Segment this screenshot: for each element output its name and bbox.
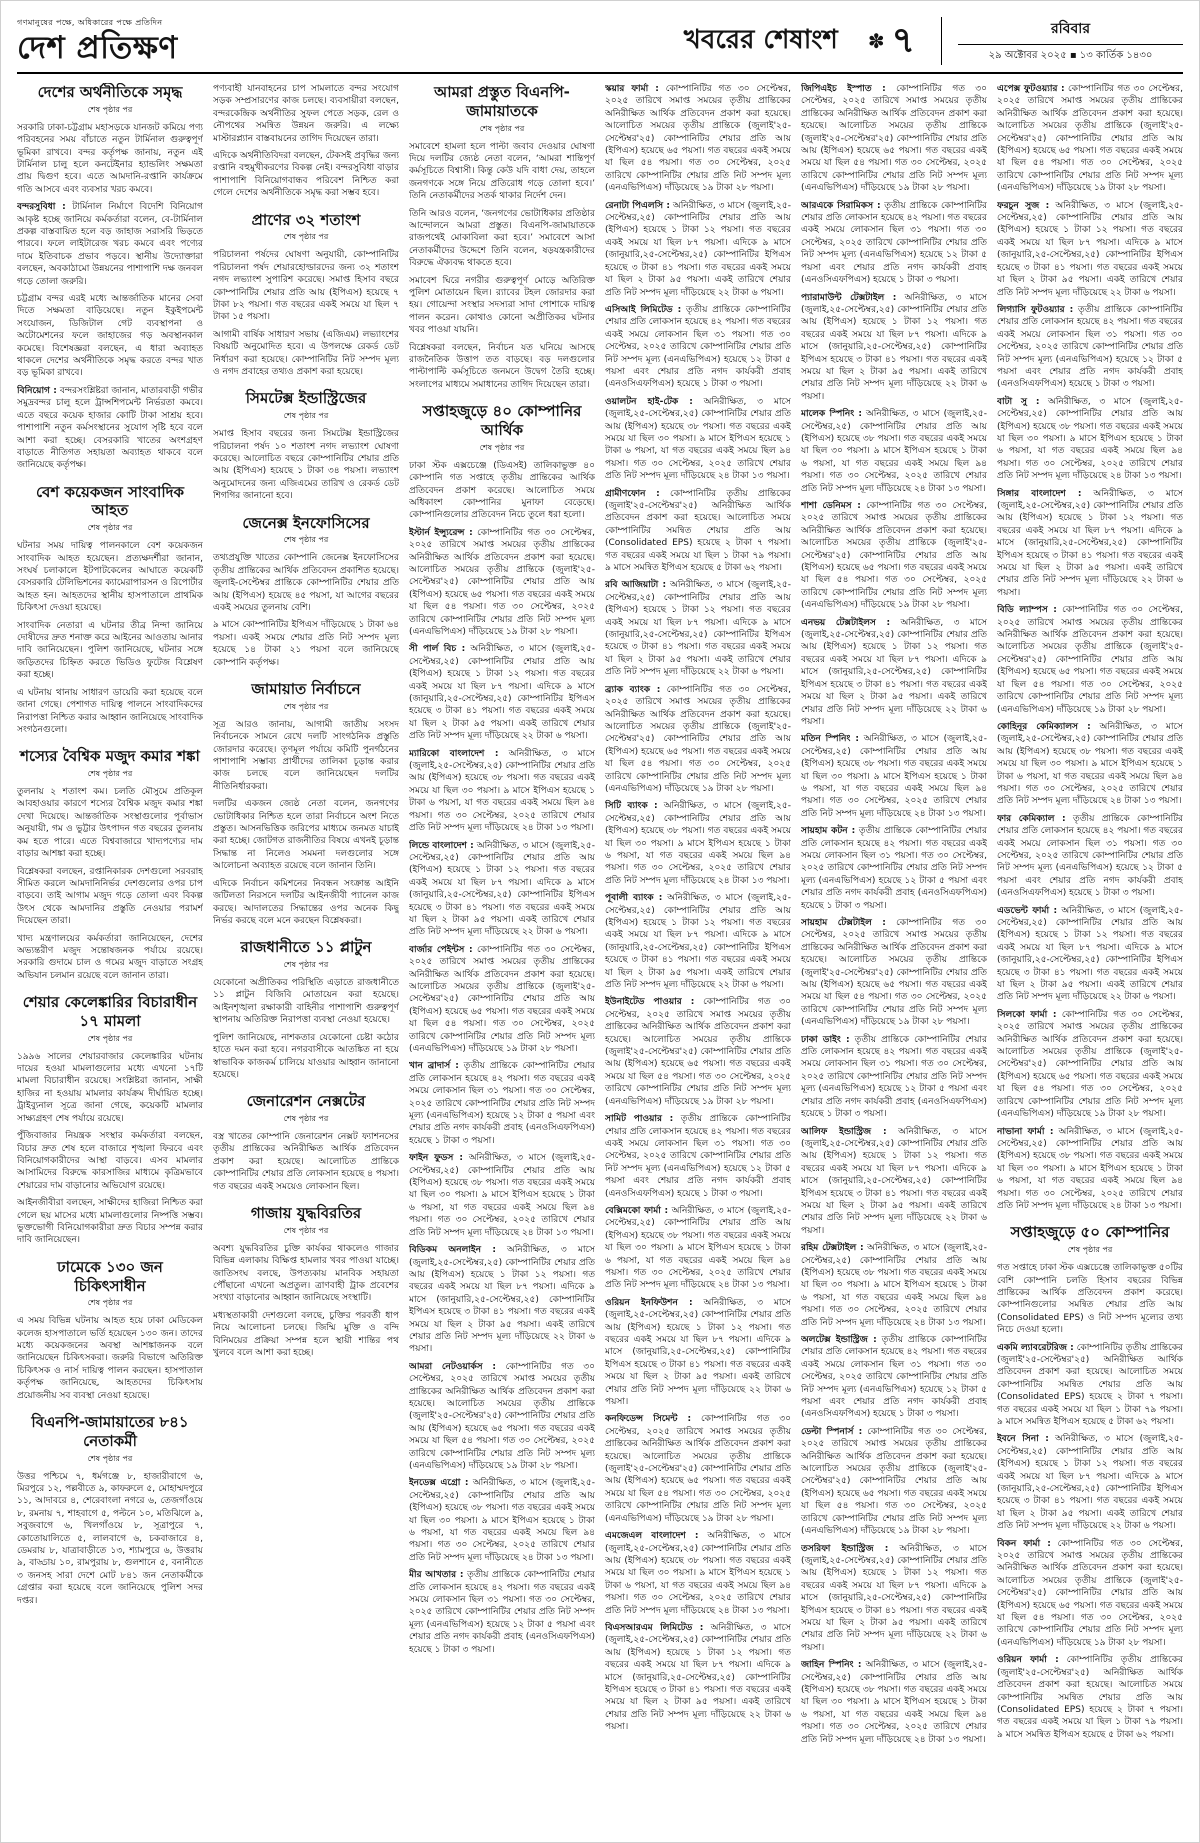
continuation-note: শেষ পৃষ্ঠার পর (87, 769, 133, 779)
financial-entry: লিন্ডে বাংলাদেশ : অনিরীক্ষিত, ৩ মাসে (জুলাই,২৫-সেপ্টেম্বর,২৫) কোম্পানিটির শেয়ার প্রতি আয় (ইপিএস) হয়েছে ১ টাকা ১২ পয়সা। গত বছরের একই সময়ে যা ছিল ৮৭ পয়সা। এদিকে ৯ মাসে (জানুয়ারি,২৫-সেপ্টেম্বর,২৫) কোম্পানিটির ইপিএস হয়েছে ৩ টাকা ৪১ পয়সা। গত বছরের একই সময়ে যা ছিল ২ টাকা ৯৫ পয়সা। একই তারিখে শেয়ার প্রতি নিট সম্পদ মূল্য দাঁড়িয়েছে ২২ টাকা ৬ পয়সা। (409, 840, 595, 938)
masthead-logo: দেশ প্রতিক্ষণ (17, 30, 178, 67)
entry-lead: আমরা নেটওয়ার্কস : (409, 1361, 497, 1372)
entry-lead: সিঙ্গার বাংলাদেশ : (997, 488, 1082, 499)
financial-entry: সিটি ব্যাংক : অনিরীক্ষিত, ৩ মাসে (জুলাই,২৫-সেপ্টেম্বর,২৫) কোম্পানিটির শেয়ার প্রতি আয় (ইপিএস) হয়েছে ৩৮ পয়সা। গত বছরের একই সময়ে যা ছিল ৩০ পয়সা। ৯ মাসে ইপিএস হয়েছে ১ টাকা ৬ পয়সা, যা গত বছরের একই সময়ে ছিল ৯৪ পয়সা। গত ৩০ সেপ্টেম্বর, ২০২৫ তারিখে শেয়ার প্রতি নিট সম্পদ মূল্য দাঁড়িয়েছে ২৪ টাকা ১৩ পয়সা। (605, 801, 791, 886)
entry-lead: এমজেএল বাংলাদেশ : (605, 1531, 699, 1542)
entry-lead: সিটি ব্যাংক : (605, 801, 658, 812)
entry-lead: জাহিন স্পিনিং : (801, 1660, 862, 1671)
financial-entry: ঢাকা ডাইং : তৃতীয় প্রান্তিকে কোম্পানিটির শেয়ার প্রতি লোকসান হয়েছে ৪২ পয়সা। গত বছরের একই সময়ে লোকসান ছিল ৩১ পয়সা। গত ৩০ সেপ্টেম্বর, ২০২৫ তারিখে কোম্পানিটির শেয়ার প্রতি নিট সম্পদ মূল্য (এনএভিপিএস) হয়েছে ১২ টাকা ৫ পয়সা এবং শেয়ার প্রতি নগদ কার্যকরী প্রবাহ (এনওসিএফপিএস) হয়েছে ১ টাকা ৩ পয়সা। (801, 1034, 987, 1120)
masthead-tagline: গণমানুষের পক্ষে, অধিকারের পক্ষে প্রতিদিন (17, 18, 163, 28)
article-headline: বেশ কয়েকজন সাংবাদিক আহত (35, 482, 185, 520)
financial-entry: স্কয়ার ফার্মা : কোম্পানিটির গত ৩০ সেপ্টেম্বর, ২০২৫ তারিখে সমাপ্ত সময়ের তৃতীয় প্রান্তিকের অনিরীক্ষিত আর্থিক প্রতিবেদন প্রকাশ করা হয়েছে। আলোচিত সময়ের তৃতীয় প্রান্তিকে (জুলাই'২৫-সেপ্টেম্বর'২৫) কোম্পানিটির শেয়ার প্রতি আয় (ইপিএস) হয়েছে ৬৫ পয়সা। গত বছরের একই সময়ে যা ছিল ৫৪ পয়সা। গত ৩০ সেপ্টেম্বর, ২০২৫ তারিখে কোম্পানিটির শেয়ার প্রতি নিট সম্পদ মূল্য (এনএভিপিএস) দাঁড়িয়েছে ১৯ টাকা ২৮ পয়সা। (605, 84, 791, 194)
entry-lead: এসিআই লিমিটেড : (605, 304, 682, 315)
article-headline: সিমটেক্স ইন্ডাস্ট্রিজের (245, 389, 367, 408)
entry-lead: কোহিনূর কেমিক্যালস : (997, 721, 1091, 732)
column-2 (213, 83, 399, 1818)
financial-entry: কোহিনূর কেমিক্যালস : অনিরীক্ষিত, ৩ মাসে (জুলাই,২৫-সেপ্টেম্বর,২৫) কোম্পানিটির শেয়ার প্রতি আয় (ইপিএস) হয়েছে ৩৮ পয়সা। গত বছরের একই সময়ে যা ছিল ৩০ পয়সা। ৯ মাসে ইপিএস হয়েছে ১ টাকা ৬ পয়সা, যা গত বছরের একই সময়ে ছিল ৯৪ পয়সা। গত ৩০ সেপ্টেম্বর, ২০২৫ তারিখে শেয়ার প্রতি নিট সম্পদ মূল্য দাঁড়িয়েছে ২৪ টাকা ১৩ পয়সা। (997, 721, 1183, 807)
financial-entry: নাভানা ফার্মা : অনিরীক্ষিত, ৩ মাসে (জুলাই,২৫-সেপ্টেম্বর,২৫) কোম্পানিটির শেয়ার প্রতি আয় (ইপিএস) হয়েছে ৩৮ পয়সা। গত বছরের একই সময়ে যা ছিল ৩০ পয়সা। ৯ মাসে ইপিএস হয়েছে ১ টাকা ৬ পয়সা, যা গত বছরের একই সময়ে ছিল ৯৪ পয়সা। গত ৩০ সেপ্টেম্বর, ২০২৫ তারিখে শেয়ার প্রতি নিট সম্পদ মূল্য দাঁড়িয়েছে ২৪ টাকা ১৩ পয়সা। (997, 1126, 1183, 1211)
entry-lead: বার্জার পেইন্টস : (409, 944, 473, 955)
entry-lead: সায়হাম কটন : (801, 826, 856, 837)
article-paragraph: পুলিশ জানিয়েছে, নাশকতার যেকোনো চেষ্টা কঠোর হাতে দমন করা হবে। নগরবাসীকে আতঙ্কিত না হয়ে স্বাভাবিক কাজকর্ম চালিয়ে যাওয়ার আহ্বান জানানো হয়েছে। (213, 1032, 399, 1080)
financial-entry: প্যারামাউন্ট টেক্সটাইল : অনিরীক্ষিত, ৩ মাসে (জুলাই,২৫-সেপ্টেম্বর,২৫) কোম্পানিটির শেয়ার প্রতি আয় (ইপিএস) হয়েছে ১ টাকা ১২ পয়সা। গত বছরের একই সময়ে যা ছিল ৮৭ পয়সা। এদিকে ৯ মাসে (জানুয়ারি,২৫-সেপ্টেম্বর,২৫) কোম্পানিটির ইপিএস হয়েছে ৩ টাকা ৪১ পয়সা। গত বছরের একই সময়ে যা ছিল ২ টাকা ৯৫ পয়সা। একই তারিখে শেয়ার প্রতি নিট সম্পদ মূল্য দাঁড়িয়েছে ২২ টাকা ৬ পয়সা। (801, 292, 987, 402)
entry-lead: রবি আজিয়াটা : (605, 580, 667, 591)
financial-entry: রবি আজিয়াটা : অনিরীক্ষিত, ৩ মাসে (জুলাই,২৫-সেপ্টেম্বর,২৫) কোম্পানিটির শেয়ার প্রতি আয় (ইপিএস) হয়েছে ১ টাকা ১২ পয়সা। গত বছরের একই সময়ে যা ছিল ৮৭ পয়সা। এদিকে ৯ মাসে (জানুয়ারি,২৫-সেপ্টেম্বর,২৫) কোম্পানিটির ইপিএস হয়েছে ৩ টাকা ৪১ পয়সা। গত বছরের একই সময়ে যা ছিল ২ টাকা ৯৫ পয়সা। একই তারিখে শেয়ার প্রতি নিট সম্পদ মূল্য দাঁড়িয়েছে ২২ টাকা ৬ পয়সা। (605, 580, 791, 678)
article-paragraph: বস্ত্র খাতের কোম্পানি জেনারেশন নেক্সট ফ্যাশনসের তৃতীয় প্রান্তিকের অনিরীক্ষিত আর্থিক প্রতিবেদন প্রকাশ করা হয়েছে। আলোচিত প্রান্তিকে কোম্পানিটির শেয়ার প্রতি লোকসান হয়েছে ৪ পয়সা। গত বছরের একই সময়েও লোকসান ছিল। (213, 1132, 399, 1192)
entry-lead: এনভয় টেক্সটাইলস : (801, 617, 891, 628)
article-headline: বিএনপি-জামায়াতের ৮৪১ নেতাকর্মী (31, 1413, 189, 1450)
financial-entry: বার্জার পেইন্টস : কোম্পানিটির গত ৩০ সেপ্টেম্বর, ২০২৫ তারিখে সমাপ্ত সময়ের তৃতীয় প্রান্তিকের অনিরীক্ষিত আর্থিক প্রতিবেদন প্রকাশ করা হয়েছে। আলোচিত সময়ের তৃতীয় প্রান্তিকে (জুলাই'২৫-সেপ্টেম্বর'২৫) কোম্পানিটির শেয়ার প্রতি আয় (ইপিএস) হয়েছে ৬৫ পয়সা। গত বছরের একই সময়ে যা ছিল ৫৪ পয়সা। গত ৩০ সেপ্টেম্বর, ২০২৫ তারিখে কোম্পানিটির শেয়ার প্রতি নিট সম্পদ মূল্য (এনএভিপিএস) দাঁড়িয়েছে ১৯ টাকা ২৮ পয়সা। (409, 944, 595, 1054)
financial-entry: বিএসআরএম লিমিটেড : অনিরীক্ষিত, ৩ মাসে (জুলাই,২৫-সেপ্টেম্বর,২৫) কোম্পানিটির শেয়ার প্রতি আয় (ইপিএস) হয়েছে ১ টাকা ১২ পয়সা। গত বছরের একই সময়ে যা ছিল ৮৭ পয়সা। এদিকে ৯ মাসে (জানুয়ারি,২৫-সেপ্টেম্বর,২৫) কোম্পানিটির ইপিএস হয়েছে ৩ টাকা ৪১ পয়সা। গত বছরের একই সময়ে যা ছিল ২ টাকা ৯৫ পয়সা। একই তারিখে শেয়ার প্রতি নিট সম্পদ মূল্য দাঁড়িয়েছে ২২ টাকা ৬ পয়সা। (605, 1622, 791, 1733)
financial-entry: জিপিএইচ ইস্পাত : কোম্পানিটির গত ৩০ সেপ্টেম্বর, ২০২৫ তারিখে সমাপ্ত সময়ের তৃতীয় প্রান্তিকের অনিরীক্ষিত আর্থিক প্রতিবেদন প্রকাশ করা হয়েছে। আলোচিত সময়ের তৃতীয় প্রান্তিকে (জুলাই'২৫-সেপ্টেম্বর'২৫) কোম্পানিটির শেয়ার প্রতি আয় (ইপিএস) হয়েছে ৬৫ পয়সা। গত বছরের একই সময়ে যা ছিল ৫৪ পয়সা। গত ৩০ সেপ্টেম্বর, ২০২৫ তারিখে কোম্পানিটির শেয়ার প্রতি নিট সম্পদ মূল্য (এনএভিপিএস) দাঁড়িয়েছে ১৯ টাকা ২৮ পয়সা। (801, 84, 987, 194)
column-6 (997, 83, 1183, 1818)
entry-lead: ফরচুন সুজ : (997, 200, 1050, 211)
article-paragraph: যেকোনো অপ্রীতিকর পরিস্থিতি এড়াতে রাজধানীতে ১১ প্লাটুন বিজিবি মোতায়েন করা হয়েছে। আইনশৃঙ্খলা রক্ষাকারী বাহিনীর পাশাপাশি গুরুত্বপূর্ণ স্থাপনায় অতিরিক্ত নিরাপত্তা ব্যবস্থা নেওয়া হয়েছে। (213, 978, 399, 1026)
financial-entry: শাশা ডেনিমস : কোম্পানিটির গত ৩০ সেপ্টেম্বর, ২০২৫ তারিখে সমাপ্ত সময়ের তৃতীয় প্রান্তিকের অনিরীক্ষিত আর্থিক প্রতিবেদন প্রকাশ করা হয়েছে। আলোচিত সময়ের তৃতীয় প্রান্তিকে (জুলাই'২৫-সেপ্টেম্বর'২৫) কোম্পানিটির শেয়ার প্রতি আয় (ইপিএস) হয়েছে ৬৫ পয়সা। গত বছরের একই সময়ে যা ছিল ৫৪ পয়সা। গত ৩০ সেপ্টেম্বর, ২০২৫ তারিখে কোম্পানিটির শেয়ার প্রতি নিট সম্পদ মূল্য (এনএভিপিএস) দাঁড়িয়েছে ১৯ টাকা ২৮ পয়সা। (801, 501, 987, 611)
article-paragraph: সাংবাদিক নেতারা এ ঘটনার তীব্র নিন্দা জানিয়ে দোষীদের দ্রুত শনাক্ত করে আইনের আওতায় আনার দাবি জানিয়েছেন। পুলিশ জানিয়েছে, ঘটনার সঙ্গে জড়িতদের চিহ্নিত করতে ভিডিও ফুটেজ বিশ্লেষণ করা হচ্ছে। (17, 620, 203, 681)
column-4 (605, 83, 791, 1818)
financial-entry: এসিআই লিমিটেড : তৃতীয় প্রান্তিকে কোম্পানিটির শেয়ার প্রতি লোকসান হয়েছে ৪২ পয়সা। গত বছরের একই সময়ে লোকসান ছিল ৩১ পয়সা। গত ৩০ সেপ্টেম্বর, ২০২৫ তারিখে কোম্পানিটির শেয়ার প্রতি নিট সম্পদ মূল্য (এনএভিপিএস) হয়েছে ১২ টাকা ৫ পয়সা এবং শেয়ার প্রতি নগদ কার্যকরী প্রবাহ (এনওসিএফপিএস) হয়েছে ১ টাকা ৩ পয়সা। (605, 304, 791, 390)
entry-lead: ইবনে সিনা : (997, 1434, 1049, 1445)
financial-entry: গ্রামীণফোন : কোম্পানিটির তৃতীয় প্রান্তিকের (জুলাই'২৫-সেপ্টেম্বর'২৫) অনিরীক্ষিত আর্থিক প্রতিবেদন প্রকাশ করা হয়েছে। আলোচিত সময়ে কোম্পানিটির সমন্বিত শেয়ার প্রতি আয় (Consolidated EPS) হয়েছে ২ টাকা ৭ পয়সা। গত বছরের একই সময়ে যা ছিল ১ টাকা ৭৯ পয়সা। ৯ মাসে সমন্বিত ইপিএস হয়েছে ৫ টাকা ৬২ পয়সা। (605, 488, 791, 574)
entry-lead: আরএকে সিরামিকস : (801, 200, 881, 211)
continuation-note: শেষ পৃষ্ঠার পর (283, 960, 329, 970)
financial-entry: আলিফ ইন্ডাস্ট্রিজ : অনিরীক্ষিত, ৩ মাসে (জুলাই,২৫-সেপ্টেম্বর,২৫) কোম্পানিটির শেয়ার প্রতি আয় (ইপিএস) হয়েছে ১ টাকা ১২ পয়সা। গত বছরের একই সময়ে যা ছিল ৮৭ পয়সা। এদিকে ৯ মাসে (জানুয়ারি,২৫-সেপ্টেম্বর,২৫) কোম্পানিটির ইপিএস হয়েছে ৩ টাকা ৪১ পয়সা। গত বছরের একই সময়ে যা ছিল ২ টাকা ৯৫ পয়সা। একই তারিখে শেয়ার প্রতি নিট সম্পদ মূল্য দাঁড়িয়েছে ২২ টাকা ৬ পয়সা। (801, 1126, 987, 1236)
entry-lead: ইউনাইটেড পাওয়ার : (605, 997, 695, 1008)
continuation-note: শেষ পৃষ্ঠার পর (87, 1298, 133, 1308)
entry-lead: লিগ্যাসি ফুটওয়্যার : (997, 304, 1074, 315)
article-paragraph: এদিকে নির্বাচন কমিশনের নিবন্ধন সংক্রান্ত আইনি জটিলতা নিরসনে দলটির আইনজীবী প্যানেল কাজ করছে। আদালতের সিদ্ধান্তের ওপর অনেক কিছু নির্ভর করছে বলে মনে করছেন বিশ্লেষকরা। (213, 878, 399, 926)
entry-lead: কনফিডেন্স সিমেন্ট : (605, 1414, 692, 1425)
article-headline: শেয়ার কেলেঙ্কারির বিচারাধীন ১৭ মামলা (22, 993, 198, 1030)
entry-lead: ওরিয়ন ফার্মা : (997, 1655, 1059, 1666)
continuation-note: শেষ পৃষ্ঠার পর (283, 535, 329, 545)
entry-lead: শাশা ডেনিমস : (801, 501, 861, 511)
article-paragraph: ঘটনার সময় দায়িত্ব পালনকালে বেশ কয়েকজন সাংবাদিক আহত হয়েছেন। প্রত্যক্ষদর্শীরা জানান, সংঘর্ষ চলাকালে ইটপাটকেলের আঘাতে কয়েকটি বেসরকারি টেলিভিশনের ক্যামেরাপারসন ও রিপোর্টার আহত হন। আহতদের স্থানীয় হাসপাতালে প্রাথমিক চিকিৎসা দেওয়া হয়েছে। (17, 541, 203, 614)
financial-entry: ইস্টার্ন ইন্স্যুরেন্স : কোম্পানিটির গত ৩০ সেপ্টেম্বর, ২০২৫ তারিখে সমাপ্ত সময়ের তৃতীয় প্রান্তিকের অনিরীক্ষিত আর্থিক প্রতিবেদন প্রকাশ করা হয়েছে। আলোচিত সময়ের তৃতীয় প্রান্তিকে (জুলাই'২৫-সেপ্টেম্বর'২৫) কোম্পানিটির শেয়ার প্রতি আয় (ইপিএস) হয়েছে ৬৫ পয়সা। গত বছরের একই সময়ে যা ছিল ৫৪ পয়সা। গত ৩০ সেপ্টেম্বর, ২০২৫ তারিখে কোম্পানিটির শেয়ার প্রতি নিট সম্পদ মূল্য (এনএভিপিএস) দাঁড়িয়েছে ১৯ টাকা ২৮ পয়সা। (409, 527, 595, 637)
entry-lead: সিলকো ফার্মা : (997, 1009, 1057, 1020)
financial-entry: বন্দরসুবিধা : টার্মিনাল নির্মাণে বিদেশি বিনিয়োগ আকৃষ্ট হচ্ছে জানিয়ে কর্মকর্তারা বলেন, বে-টার্মিনাল প্রকল্প বাস্তবায়িত হলে বড় জাহাজ সরাসরি ভিড়তে পারবে। ফলে লাইটারেজ খরচ কমবে এবং পণ্যের দামে ইতিবাচক প্রভাব পড়বে। স্থানীয় উদ্যোক্তারা বলছেন, অবকাঠামো উন্নয়নের পাশাপাশি দক্ষ জনবল গড়ে তোলা জরুরি। (17, 202, 203, 287)
article-paragraph: গত সপ্তাহে ঢাকা স্টক এক্সচেঞ্জে তালিকাভুক্ত ৫০টির বেশি কোম্পানি চলতি হিসাব বছরের বিভিন্ন প্রান্তিকের আর্থিক প্রতিবেদন প্রকাশ করেছে। কোম্পানিগুলোর সমন্বিত শেয়ার প্রতি আয় (Consolidated EPS) ও নিট সম্পদ মূল্যের তথ্য নিচে দেওয়া হলো। (997, 1263, 1183, 1336)
financial-entry: রেনাটা পিএলসি : অনিরীক্ষিত, ৩ মাসে (জুলাই,২৫-সেপ্টেম্বর,২৫) কোম্পানিটির শেয়ার প্রতি আয় (ইপিএস) হয়েছে ১ টাকা ১২ পয়সা। গত বছরের একই সময়ে যা ছিল ৮৭ পয়সা। এদিকে ৯ মাসে (জানুয়ারি,২৫-সেপ্টেম্বর,২৫) কোম্পানিটির ইপিএস হয়েছে ৩ টাকা ৪১ পয়সা। গত বছরের একই সময়ে যা ছিল ২ টাকা ৯৫ পয়সা। একই তারিখে শেয়ার প্রতি নিট সম্পদ মূল্য দাঁড়িয়েছে ২২ টাকা ৬ পয়সা। (605, 200, 791, 298)
article-paragraph: বিশ্লেষকরা বলছেন, রপ্তানিকারক দেশগুলো সরবরাহ সীমিত করলে আমদানিনির্ভর দেশগুলোর ওপর চাপ বাড়বে। তাই আগাম মজুদ গড়ে তোলা এবং বিকল্প উৎস থেকে আমদানির প্রস্তুতি নেওয়ার পরামর্শ দিয়েছেন তারা। (17, 866, 203, 927)
entry-lead: বেক্সিমকো ফার্মা : (605, 1205, 669, 1216)
entry-lead: সামিট পাওয়ার : (605, 1114, 674, 1125)
entry-lead: নাভানা ফার্মা : (997, 1126, 1054, 1137)
financial-entry: ফাইন ফুডস : অনিরীক্ষিত, ৩ মাসে (জুলাই,২৫-সেপ্টেম্বর,২৫) কোম্পানিটির শেয়ার প্রতি আয় (ইপিএস) হয়েছে ৩৮ পয়সা। গত বছরের একই সময়ে যা ছিল ৩০ পয়সা। ৯ মাসে ইপিএস হয়েছে ১ টাকা ৬ পয়সা, যা গত বছরের একই সময়ে ছিল ৯৪ পয়সা। গত ৩০ সেপ্টেম্বর, ২০২৫ তারিখে শেয়ার প্রতি নিট সম্পদ মূল্য দাঁড়িয়েছে ২৪ টাকা ১৩ পয়সা। (409, 1153, 595, 1238)
entry-lead: গ্রামীণফোন : (605, 488, 660, 499)
date-line: ২৯ অক্টোবর ২০২৫ ▪ ১৩ কার্তিক ১৪৩০ (988, 50, 1153, 61)
financial-entry: জাহিন স্পিনিং : অনিরীক্ষিত, ৩ মাসে (জুলাই,২৫-সেপ্টেম্বর,২৫) কোম্পানিটির শেয়ার প্রতি আয় (ইপিএস) হয়েছে ৩৮ পয়সা। গত বছরের একই সময়ে যা ছিল ৩০ পয়সা। ৯ মাসে ইপিএস হয়েছে ১ টাকা ৬ পয়সা, যা গত বছরের একই সময়ে ছিল ৯৪ পয়সা। গত ৩০ সেপ্টেম্বর, ২০২৫ তারিখে শেয়ার প্রতি নিট সম্পদ মূল্য দাঁড়িয়েছে ২৪ টাকা ১৩ পয়সা। (801, 1660, 987, 1745)
entry-lead: অলটেক্স ইন্ডাস্ট্রিজ : (801, 1335, 877, 1345)
article-headline: প্রাণের ৩২ শতাংশ (251, 210, 361, 229)
financial-entry: ওয়ালটন হাই-টেক : অনিরীক্ষিত, ৩ মাসে (জুলাই,২৫-সেপ্টেম্বর,২৫) কোম্পানিটির শেয়ার প্রতি আয় (ইপিএস) হয়েছে ৩৮ পয়সা। গত বছরের একই সময়ে যা ছিল ৩০ পয়সা। ৯ মাসে ইপিএস হয়েছে ১ টাকা ৬ পয়সা, যা গত বছরের একই সময়ে ছিল ৯৪ পয়সা। গত ৩০ সেপ্টেম্বর, ২০২৫ তারিখে শেয়ার প্রতি নিট সম্পদ মূল্য দাঁড়িয়েছে ২৪ টাকা ১৩ পয়সা। (605, 396, 791, 482)
article-headline: গাজায় যুদ্ধবিরতির (250, 1204, 362, 1223)
entry-lead: মীর আখতার : (409, 1570, 464, 1581)
financial-entry: তসরিফা ইন্ডাস্ট্রিজ : অনিরীক্ষিত, ৩ মাসে (জুলাই,২৫-সেপ্টেম্বর,২৫) কোম্পানিটির শেয়ার প্রতি আয় (ইপিএস) হয়েছে ১ টাকা ১২ পয়সা। গত বছরের একই সময়ে যা ছিল ৮৭ পয়সা। এদিকে ৯ মাসে (জানুয়ারি,২৫-সেপ্টেম্বর,২৫) কোম্পানিটির ইপিএস হয়েছে ৩ টাকা ৪১ পয়সা। গত বছরের একই সময়ে যা ছিল ২ টাকা ৯৫ পয়সা। একই তারিখে শেয়ার প্রতি নিট সম্পদ মূল্য দাঁড়িয়েছে ২২ টাকা ৬ পয়সা। (801, 1543, 987, 1653)
financial-entry: সিঙ্গার বাংলাদেশ : অনিরীক্ষিত, ৩ মাসে (জুলাই,২৫-সেপ্টেম্বর,২৫) কোম্পানিটির শেয়ার প্রতি আয় (ইপিএস) হয়েছে ১ টাকা ১২ পয়সা। গত বছরের একই সময়ে যা ছিল ৮৭ পয়সা। এদিকে ৯ মাসে (জানুয়ারি,২৫-সেপ্টেম্বর,২৫) কোম্পানিটির ইপিএস হয়েছে ৩ টাকা ৪১ পয়সা। গত বছরের একই সময়ে যা ছিল ২ টাকা ৯৫ পয়সা। একই তারিখে শেয়ার প্রতি নিট সম্পদ মূল্য দাঁড়িয়েছে ২২ টাকা ৬ পয়সা। (997, 488, 1183, 598)
financial-entry: এনভয় টেক্সটাইলস : অনিরীক্ষিত, ৩ মাসে (জুলাই,২৫-সেপ্টেম্বর,২৫) কোম্পানিটির শেয়ার প্রতি আয় (ইপিএস) হয়েছে ১ টাকা ১২ পয়সা। গত বছরের একই সময়ে যা ছিল ৮৭ পয়সা। এদিকে ৯ মাসে (জানুয়ারি,২৫-সেপ্টেম্বর,২৫) কোম্পানিটির ইপিএস হয়েছে ৩ টাকা ৪১ পয়সা। গত বছরের একই সময়ে যা ছিল ২ টাকা ৯৫ পয়সা। একই তারিখে শেয়ার প্রতি নিট সম্পদ মূল্য দাঁড়িয়েছে ২২ টাকা ৬ পয়সা। (801, 617, 987, 727)
entry-lead: ডেল্টা স্পিনার্স : (801, 1426, 863, 1437)
date-box (941, 17, 1183, 65)
article-paragraph: মধ্যস্থতাকারী দেশগুলো বলছে, চুক্তির পরবর্তী ধাপ নিয়ে আলোচনা চলছে। জিম্মি মুক্তি ও বন্দি বিনিময়ের প্রক্রিয়া সম্পন্ন হলে স্থায়ী শান্তির পথ খুলবে বলে আশা করা হচ্ছে। (213, 1310, 399, 1359)
financial-entry: বেক্সিমকো ফার্মা : অনিরীক্ষিত, ৩ মাসে (জুলাই,২৫-সেপ্টেম্বর,২৫) কোম্পানিটির শেয়ার প্রতি আয় (ইপিএস) হয়েছে ৩৮ পয়সা। গত বছরের একই সময়ে যা ছিল ৩০ পয়সা। ৯ মাসে ইপিএস হয়েছে ১ টাকা ৬ পয়সা, যা গত বছরের একই সময়ে ছিল ৯৪ পয়সা। গত ৩০ সেপ্টেম্বর, ২০২৫ তারিখে শেয়ার প্রতি নিট সম্পদ মূল্য দাঁড়িয়েছে ২৪ টাকা ১৩ পয়সা। (605, 1205, 791, 1291)
entry-lead: ইস্টার্ন ইন্স্যুরেন্স : (409, 527, 473, 538)
entry-lead: জিপিএইচ ইস্পাত : (801, 84, 886, 94)
entry-lead: মালেক স্পিনিং : (801, 409, 863, 420)
article-paragraph: পরিচালনা পর্ষদের ঘোষণা অনুযায়ী, কোম্পানিটির পরিচালনা পর্ষদ শেয়ারহোল্ডারদের জন্য ৩২ শতাংশ নগদ লভ্যাংশ সুপারিশ করেছে। সমাপ্ত হিসাব বছরে কোম্পানিটির শেয়ার প্রতি আয় (ইপিএস) হয়েছে ৭ টাকা ৮২ পয়সা। গত বছরের একই সময়ে যা ছিল ৭ টাকা ১৫ পয়সা। (213, 250, 399, 323)
entry-lead: সী পার্ল বিচ : (409, 644, 466, 655)
article-paragraph: অবশ্য যুদ্ধবিরতির চুক্তি কার্যকর থাকলেও গাজার বিভিন্ন এলাকায় বিক্ষিপ্ত হামলার খবর পাওয়া যাচ্ছে। জাতিসংঘ বলছে, উপত্যকায় মানবিক সহায়তা পৌঁছানো এখনো অপ্রতুল। ত্রাণবাহী ট্রাক প্রবেশের সংখ্যা বাড়ানোর আহ্বান জানিয়েছে সংস্থাটি। (213, 1243, 399, 1304)
financial-entry: বিনিয়োগ : বন্দরসংশ্লিষ্টরা জানান, মাতারবাড়ী গভীর সমুদ্রবন্দর চালু হলে ট্রান্সশিপমেন্ট নির্ভরতা কমবে। এতে বছরে কয়েক হাজার কোটি টাকা সাশ্রয় হবে। পাশাপাশি নতুন কর্মসংস্থানের সুযোগ সৃষ্টি হবে বলে আশা করা হচ্ছে। বেসরকারি খাতের অংশগ্রহণ বাড়াতে নীতিগত সহায়তা অব্যাহত থাকবে বলে জানিয়েছে কর্তৃপক্ষ। (17, 385, 203, 471)
article-headline: দেশের অর্থনীতিকে সমৃদ্ধ (37, 83, 183, 101)
financial-entry: কনফিডেন্স সিমেন্ট : কোম্পানিটির গত ৩০ সেপ্টেম্বর, ২০২৫ তারিখে সমাপ্ত সময়ের তৃতীয় প্রান্তিকের অনিরীক্ষিত আর্থিক প্রতিবেদন প্রকাশ করা হয়েছে। আলোচিত সময়ের তৃতীয় প্রান্তিকে (জুলাই'২৫-সেপ্টেম্বর'২৫) কোম্পানিটির শেয়ার প্রতি আয় (ইপিএস) হয়েছে ৬৫ পয়সা। গত বছরের একই সময়ে যা ছিল ৫৪ পয়সা। গত ৩০ সেপ্টেম্বর, ২০২৫ তারিখে কোম্পানিটির শেয়ার প্রতি নিট সম্পদ মূল্য (এনএভিপিএস) দাঁড়িয়েছে ১৯ টাকা ২৮ পয়সা। (605, 1414, 791, 1524)
article-paragraph: তথ্যপ্রযুক্তি খাতের কোম্পানি জেনেক্স ইনফোসিসের তৃতীয় প্রান্তিকের আর্থিক প্রতিবেদন প্রকাশিত হয়েছে। জুলাই-সেপ্টেম্বর প্রান্তিকে কোম্পানিটির শেয়ার প্রতি আয় (ইপিএস) হয়েছে ৪৫ পয়সা, যা আগের বছরের একই সময়ের তুলনায় বেশি। (213, 553, 399, 614)
continuation-note: শেষ পৃষ্ঠার পর (1067, 1245, 1113, 1255)
entry-lead: তসরিফা ইন্ডাস্ট্রিজ : (801, 1543, 889, 1554)
entry-lead: বিএসআরএম লিমিটেড : (605, 1622, 704, 1633)
financial-entry: মতিন স্পিনিং : অনিরীক্ষিত, ৩ মাসে (জুলাই,২৫-সেপ্টেম্বর,২৫) কোম্পানিটির শেয়ার প্রতি আয় (ইপিএস) হয়েছে ৩৮ পয়সা। গত বছরের একই সময়ে যা ছিল ৩০ পয়সা। ৯ মাসে ইপিএস হয়েছে ১ টাকা ৬ পয়সা, যা গত বছরের একই সময়ে ছিল ৯৪ পয়সা। গত ৩০ সেপ্টেম্বর, ২০২৫ তারিখে শেয়ার প্রতি নিট সম্পদ মূল্য দাঁড়িয়েছে ২৪ টাকা ১৩ পয়সা। (801, 734, 987, 819)
entry-lead: ম্যারিকো বাংলাদেশ : (409, 748, 499, 759)
entry-lead: সায়হাম টেক্সটাইল : (801, 918, 886, 928)
financial-entry: লিগ্যাসি ফুটওয়্যার : তৃতীয় প্রান্তিকে কোম্পানিটির শেয়ার প্রতি লোকসান হয়েছে ৪২ পয়সা। গত বছরের একই সময়ে লোকসান ছিল ৩১ পয়সা। গত ৩০ সেপ্টেম্বর, ২০২৫ তারিখে কোম্পানিটির শেয়ার প্রতি নিট সম্পদ মূল্য (এনএভিপিএস) হয়েছে ১২ টাকা ৫ পয়সা এবং শেয়ার প্রতি নগদ কার্যকরী প্রবাহ (এনওসিএফপিএস) হয়েছে ১ টাকা ৩ পয়সা। (997, 304, 1183, 390)
article-paragraph: ঢাকা স্টক এক্সচেঞ্জে (ডিএসই) তালিকাভুক্ত ৪০ কোম্পানি গত সপ্তাহে তৃতীয় প্রান্তিকের আর্থিক প্রতিবেদন প্রকাশ করেছে। আলোচিত সময়ে অধিকাংশ কোম্পানির মুনাফা বেড়েছে। কোম্পানিগুলোর প্রতিবেদন নিচে তুলে ধরা হলো। (409, 460, 595, 521)
continuation-note: শেষ পৃষ্ঠার পর (283, 411, 329, 421)
article-paragraph: এ ঘটনায় থানায় সাধারণ ডায়েরি করা হয়েছে বলে জানা গেছে। পেশাগত দায়িত্ব পালনে সাংবাদিকদের নিরাপত্তা নিশ্চিত করার আহ্বান জানিয়েছে সাংবাদিক সংগঠনগুলো। (17, 687, 203, 735)
continuation-note: শেষ পৃষ্ঠার পর (283, 1225, 329, 1235)
article-paragraph: বিশ্লেষকরা বলছেন, নির্বাচন যত ঘনিয়ে আসছে রাজনৈতিক উত্তাপ তত বাড়ছে। বড় দলগুলোর পাল্টাপাল্টি কর্মসূচিতে জনমনে উদ্বেগ তৈরি হচ্ছে। সংলাপের মাধ্যমে সমাধানের তাগিদ দিয়েছেন তারা। (409, 342, 595, 390)
article-headline: জামায়াত নির্বাচনে (251, 680, 361, 699)
continuation-note: শেষ পৃষ্ঠার পর (87, 1033, 133, 1043)
section-title: খবরের শেষাংশ (683, 25, 838, 55)
content-columns (17, 83, 1183, 1818)
article-paragraph: উত্তর পশ্চিমে ৭, ধর্মগঞ্জে ৮, হাজারীবাগে ৬, মিরপুরে ১২, পল্লবীতে ৯, কাফরুলে ৫, মোহাম্মদপুরে ১১, আদাবরে ৪, শেরেবাংলা নগরে ৬, তেজগাঁওয়ে ৮, রমনায় ৭, শাহবাগে ৫, পল্টনে ১০, মতিঝিলে ৯, সবুজবাগে ৬, খিলগাঁওয়ে ৮, সূত্রাপুরে ৭, কোতোয়ালিতে ৫, লালবাগে ৬, চকবাজারে ৪, ডেমরায় ৮, যাত্রাবাড়ীতে ১৩, শ্যামপুরে ৬, উত্তরায় ৯, বাড্ডায় ১০, রামপুরায় ৮, গুলশানে ৫, বনানীতে ৩ জনসহ সারা দেশে মোট ৮৪১ জন নেতাকর্মীকে গ্রেপ্তার করা হয়েছে বলে জানিয়েছে পুলিশ সদর দপ্তর। (17, 1471, 203, 1606)
entry-lead: আলিফ ইন্ডাস্ট্রিজ : (801, 1126, 887, 1137)
financial-entry: আরএকে সিরামিকস : তৃতীয় প্রান্তিকে কোম্পানিটির শেয়ার প্রতি লোকসান হয়েছে ৪২ পয়সা। গত বছরের একই সময়ে লোকসান ছিল ৩১ পয়সা। গত ৩০ সেপ্টেম্বর, ২০২৫ তারিখে কোম্পানিটির শেয়ার প্রতি নিট সম্পদ মূল্য (এনএভিপিএস) হয়েছে ১২ টাকা ৫ পয়সা এবং শেয়ার প্রতি নগদ কার্যকরী প্রবাহ (এনওসিএফপিএস) হয়েছে ১ টাকা ৩ পয়সা। (801, 200, 987, 286)
ornament-icon: ✽ (867, 29, 885, 53)
article-headline: রাজধানীতে ১১ প্লাটুন (240, 938, 372, 957)
article-paragraph: তুলনায় ২ শতাংশ কম। চলতি মৌসুমে প্রতিকূল আবহাওয়ার কারণে শস্যের বৈশ্বিক মজুদ কমার শঙ্কা দেখা দিয়েছে। আন্তর্জাতিক সংস্থাগুলোর পূর্বাভাস অনুযায়ী, গম ও ভুট্টার উৎপাদন গত বছরের তুলনায় কম হতে পারে। এতে বিশ্ববাজারে খাদ্যপণ্যের দাম বাড়ার আশঙ্কা করা হচ্ছে। (17, 787, 203, 860)
article-paragraph: সরকারি ঢাকা-চট্টগ্রাম মহাসড়কে যানজট কমিয়ে পণ্য পরিবহনের সময় বাঁচাতে নতুন টার্মিনাল গুরুত্বপূর্ণ ভূমিকা রাখবে। বন্দর কর্তৃপক্ষ জানায়, নতুন এই টার্মিনাল চালু হলে কনটেইনার হ্যান্ডলিং সক্ষমতা প্রায় দ্বিগুণ হবে। এতে আমদানি-রপ্তানি কার্যক্রমে গতি আসবে এবং ব্যবসার খরচ কমবে। (17, 122, 203, 195)
page-header (17, 17, 1183, 74)
financial-entry: ওরিয়ন ইনফিউশন : অনিরীক্ষিত, ৩ মাসে (জুলাই,২৫-সেপ্টেম্বর,২৫) কোম্পানিটির শেয়ার প্রতি আয় (ইপিএস) হয়েছে ১ টাকা ১২ পয়সা। গত বছরের একই সময়ে যা ছিল ৮৭ পয়সা। এদিকে ৯ মাসে (জানুয়ারি,২৫-সেপ্টেম্বর,২৫) কোম্পানিটির ইপিএস হয়েছে ৩ টাকা ৪১ পয়সা। গত বছরের একই সময়ে যা ছিল ২ টাকা ৯৫ পয়সা। একই তারিখে শেয়ার প্রতি নিট সম্পদ মূল্য দাঁড়িয়েছে ২২ টাকা ৬ পয়সা। (605, 1297, 791, 1408)
financial-entry: ওরিয়ন ফার্মা : কোম্পানিটির তৃতীয় প্রান্তিকের (জুলাই'২৫-সেপ্টেম্বর'২৫) অনিরীক্ষিত আর্থিক প্রতিবেদন প্রকাশ করা হয়েছে। আলোচিত সময়ে কোম্পানিটির সমন্বিত শেয়ার প্রতি আয় (Consolidated EPS) হয়েছে ২ টাকা ৭ পয়সা। গত বছরের একই সময়ে যা ছিল ১ টাকা ৭৯ পয়সা। ৯ মাসে সমন্বিত ইপিএস হয়েছে ৫ টাকা ৬২ পয়সা। (997, 1655, 1183, 1740)
financial-entry: ফার কেমিক্যাল : তৃতীয় প্রান্তিকে কোম্পানিটির শেয়ার প্রতি লোকসান হয়েছে ৪২ পয়সা। গত বছরের একই সময়ে লোকসান ছিল ৩১ পয়সা। গত ৩০ সেপ্টেম্বর, ২০২৫ তারিখে কোম্পানিটির শেয়ার প্রতি নিট সম্পদ মূল্য (এনএভিপিএস) হয়েছে ১২ টাকা ৫ পয়সা এবং শেয়ার প্রতি নগদ কার্যকরী প্রবাহ (এনওসিএফপিএস) হয়েছে ১ টাকা ৩ পয়সা। (997, 813, 1183, 899)
article-headline: জেনেক্স ইনফোসিসের (242, 513, 370, 532)
entry-lead: পূবালী ব্যাংক : (605, 893, 663, 904)
article-paragraph: সমাবেশে হামলা হলে পাল্টা জবাব দেওয়ার ঘোষণা দিয়ে দলটির জ্যেষ্ঠ নেতা বলেন, ‘আমরা শান্তিপূর্ণ কর্মসূচিতে বিশ্বাসী। কিন্তু কেউ যদি বাধা দেয়, তাহলে জনগণকে সঙ্গে নিয়ে প্রতিরোধ গড়ে তোলা হবে।’ তিনি নেতাকর্মীদের সতর্ক থাকার নির্দেশ দেন। (409, 141, 595, 202)
entry-lead: ঢাকা ডাইং : (801, 1034, 850, 1045)
entry-lead: ওয়ালটন হাই-টেক : (605, 396, 693, 407)
continuation-note: শেষ পৃষ্ঠার পর (283, 1114, 329, 1124)
column-1 (17, 83, 203, 1818)
financial-entry: ইনডেক্স এগ্রো : অনিরীক্ষিত, ৩ মাসে (জুলাই,২৫-সেপ্টেম্বর,২৫) কোম্পানিটির শেয়ার প্রতি আয় (ইপিএস) হয়েছে ৩৮ পয়সা। গত বছরের একই সময়ে যা ছিল ৩০ পয়সা। ৯ মাসে ইপিএস হয়েছে ১ টাকা ৬ পয়সা, যা গত বছরের একই সময়ে ছিল ৯৪ পয়সা। গত ৩০ সেপ্টেম্বর, ২০২৫ তারিখে শেয়ার প্রতি নিট সম্পদ মূল্য দাঁড়িয়েছে ২৪ টাকা ১৩ পয়সা। (409, 1478, 595, 1563)
entry-lead: ব্র্যাক ব্যাংক : (605, 684, 661, 695)
entry-lead: স্কয়ার ফার্মা : (605, 84, 659, 94)
article-headline: শস্যের বৈশ্বিক মজুদ কমার শঙ্কা (20, 747, 200, 766)
financial-entry: মালেক স্পিনিং : অনিরীক্ষিত, ৩ মাসে (জুলাই,২৫-সেপ্টেম্বর,২৫) কোম্পানিটির শেয়ার প্রতি আয় (ইপিএস) হয়েছে ৩৮ পয়সা। গত বছরের একই সময়ে যা ছিল ৩০ পয়সা। ৯ মাসে ইপিএস হয়েছে ১ টাকা ৬ পয়সা, যা গত বছরের একই সময়ে ছিল ৯৪ পয়সা। গত ৩০ সেপ্টেম্বর, ২০২৫ তারিখে শেয়ার প্রতি নিট সম্পদ মূল্য দাঁড়িয়েছে ২৪ টাকা ১৩ পয়সা। (801, 409, 987, 494)
article-paragraph: আগামী বার্ষিক সাধারণ সভায় (এজিএম) লভ্যাংশের বিষয়টি অনুমোদিত হবে। এ উপলক্ষে রেকর্ড ডেট নির্ধারণ করা হয়েছে। কোম্পানিটির নিট সম্পদ মূল্য ও নগদ প্রবাহের তথ্যও প্রকাশ করা হয়েছে। (213, 329, 399, 378)
entry-lead: প্যারামাউন্ট টেক্সটাইল : (801, 292, 897, 303)
financial-entry: বিডিকম অনলাইন : অনিরীক্ষিত, ৩ মাসে (জুলাই,২৫-সেপ্টেম্বর,২৫) কোম্পানিটির শেয়ার প্রতি আয় (ইপিএস) হয়েছে ১ টাকা ১২ পয়সা। গত বছরের একই সময়ে যা ছিল ৮৭ পয়সা। এদিকে ৯ মাসে (জানুয়ারি,২৫-সেপ্টেম্বর,২৫) কোম্পানিটির ইপিএস হয়েছে ৩ টাকা ৪১ পয়সা। গত বছরের একই সময়ে যা ছিল ২ টাকা ৯৫ পয়সা। একই তারিখে শেয়ার প্রতি নিট সম্পদ মূল্য দাঁড়িয়েছে ২২ টাকা ৬ পয়সা। (409, 1245, 595, 1355)
entry-lead: ওরিয়ন ইনফিউশন : (605, 1297, 693, 1308)
page-number-emblem (867, 20, 915, 61)
masthead (17, 17, 178, 65)
article-paragraph: ৯ মাসে কোম্পানিটির ইপিএস দাঁড়িয়েছে ১ টাকা ৬৪ পয়সা। একই সময়ে শেয়ার প্রতি নিট সম্পদ মূল্য হয়েছে ১৪ টাকা ২১ পয়সা বলে জানিয়েছে কোম্পানি কর্তৃপক্ষ। (213, 620, 399, 668)
entry-lead: বাটা সু : (997, 396, 1040, 407)
article-headline: আমরা প্রস্তুত বিএনপি-জামায়াতকে (434, 83, 570, 120)
financial-entry: ম্যারিকো বাংলাদেশ : অনিরীক্ষিত, ৩ মাসে (জুলাই,২৫-সেপ্টেম্বর,২৫) কোম্পানিটির শেয়ার প্রতি আয় (ইপিএস) হয়েছে ৩৮ পয়সা। গত বছরের একই সময়ে যা ছিল ৩০ পয়সা। ৯ মাসে ইপিএস হয়েছে ১ টাকা ৬ পয়সা, যা গত বছরের একই সময়ে ছিল ৯৪ পয়সা। গত ৩০ সেপ্টেম্বর, ২০২৫ তারিখে শেয়ার প্রতি নিট সম্পদ মূল্য দাঁড়িয়েছে ২৪ টাকা ১৩ পয়সা। (409, 748, 595, 834)
entry-lead: রেনাটা পিএলসি : (605, 200, 670, 211)
financial-entry: এমজেএল বাংলাদেশ : অনিরীক্ষিত, ৩ মাসে (জুলাই,২৫-সেপ্টেম্বর,২৫) কোম্পানিটির শেয়ার প্রতি আয় (ইপিএস) হয়েছে ৩৮ পয়সা। গত বছরের একই সময়ে যা ছিল ৩০ পয়সা। ৯ মাসে ইপিএস হয়েছে ১ টাকা ৬ পয়সা, যা গত বছরের একই সময়ে ছিল ৯৪ পয়সা। গত ৩০ সেপ্টেম্বর, ২০২৫ তারিখে শেয়ার প্রতি নিট সম্পদ মূল্য দাঁড়িয়েছে ২৪ টাকা ১৩ পয়সা। (605, 1531, 791, 1616)
financial-entry: একমি ল্যাবরেটরিজ : কোম্পানিটির তৃতীয় প্রান্তিকের (জুলাই'২৫-সেপ্টেম্বর'২৫) অনিরীক্ষিত আর্থিক প্রতিবেদন প্রকাশ করা হয়েছে। আলোচিত সময়ে কোম্পানিটির সমন্বিত শেয়ার প্রতি আয় (Consolidated EPS) হয়েছে ২ টাকা ৭ পয়সা। গত বছরের একই সময়ে যা ছিল ১ টাকা ৭৯ পয়সা। ৯ মাসে সমন্বিত ইপিএস হয়েছে ৫ টাকা ৬২ পয়সা। (997, 1342, 1183, 1427)
financial-entry: রহিম টেক্সটাইল : অনিরীক্ষিত, ৩ মাসে (জুলাই,২৫-সেপ্টেম্বর,২৫) কোম্পানিটির শেয়ার প্রতি আয় (ইপিএস) হয়েছে ৩৮ পয়সা। গত বছরের একই সময়ে যা ছিল ৩০ পয়সা। ৯ মাসে ইপিএস হয়েছে ১ টাকা ৬ পয়সা, যা গত বছরের একই সময়ে ছিল ৯৪ পয়সা। গত ৩০ সেপ্টেম্বর, ২০২৫ তারিখে শেয়ার প্রতি নিট সম্পদ মূল্য দাঁড়িয়েছে ২৪ টাকা ১৩ পয়সা। (801, 1243, 987, 1328)
financial-entry: সামিট পাওয়ার : তৃতীয় প্রান্তিকে কোম্পানিটির শেয়ার প্রতি লোকসান হয়েছে ৪২ পয়সা। গত বছরের একই সময়ে লোকসান ছিল ৩১ পয়সা। গত ৩০ সেপ্টেম্বর, ২০২৫ তারিখে কোম্পানিটির শেয়ার প্রতি নিট সম্পদ মূল্য (এনএভিপিএস) হয়েছে ১২ টাকা ৫ পয়সা এবং শেয়ার প্রতি নগদ কার্যকরী প্রবাহ (এনওসিএফপিএস) হয়েছে ১ টাকা ৩ পয়সা। (605, 1114, 791, 1199)
article-headline: সপ্তাহজুড়ে ৫০ কোম্পানির (1010, 1223, 1170, 1242)
article-paragraph: সূত্র আরও জানায়, আগামী জাতীয় সংসদ নির্বাচনকে সামনে রেখে দলটি সাংগঠনিক প্রস্তুতি জোরদার করেছে। তৃণমূল পর্যায়ে কমিটি পুনর্গঠনের পাশাপাশি সম্ভাব্য প্রার্থীদের তালিকা চূড়ান্ত করার কাজ চলছে বলে জানিয়েছেন দলটির নীতিনির্ধারকরা। (213, 719, 399, 792)
financial-entry: পূবালী ব্যাংক : অনিরীক্ষিত, ৩ মাসে (জুলাই,২৫-সেপ্টেম্বর,২৫) কোম্পানিটির শেয়ার প্রতি আয় (ইপিএস) হয়েছে ১ টাকা ১২ পয়সা। গত বছরের একই সময়ে যা ছিল ৮৭ পয়সা। এদিকে ৯ মাসে (জানুয়ারি,২৫-সেপ্টেম্বর,২৫) কোম্পানিটির ইপিএস হয়েছে ৩ টাকা ৪১ পয়সা। গত বছরের একই সময়ে যা ছিল ২ টাকা ৯৫ পয়সা। একই তারিখে শেয়ার প্রতি নিট সম্পদ মূল্য দাঁড়িয়েছে ২২ টাকা ৬ পয়সা। (605, 893, 791, 991)
article-paragraph: এ সময় বিভিন্ন ঘটনায় আহত হয়ে ঢাকা মেডিকেল কলেজ হাসপাতালে ভর্তি হয়েছেন ১৩০ জন। তাদের মধ্যে কয়েকজনের অবস্থা আশঙ্কাজনক বলে জানিয়েছেন চিকিৎসকরা। জরুরি বিভাগে অতিরিক্ত চিকিৎসক ও নার্স দায়িত্ব পালন করছেন। হাসপাতাল কর্তৃপক্ষ জানিয়েছে, আহতদের চিকিৎসায় প্রয়োজনীয় সব ব্যবস্থা নেওয়া হয়েছে। (17, 1316, 203, 1401)
financial-entry: ব্র্যাক ব্যাংক : কোম্পানিটির গত ৩০ সেপ্টেম্বর, ২০২৫ তারিখে সমাপ্ত সময়ের তৃতীয় প্রান্তিকের অনিরীক্ষিত আর্থিক প্রতিবেদন প্রকাশ করা হয়েছে। আলোচিত সময়ের তৃতীয় প্রান্তিকে (জুলাই'২৫-সেপ্টেম্বর'২৫) কোম্পানিটির শেয়ার প্রতি আয় (ইপিএস) হয়েছে ৬৫ পয়সা। গত বছরের একই সময়ে যা ছিল ৫৪ পয়সা। গত ৩০ সেপ্টেম্বর, ২০২৫ তারিখে কোম্পানিটির শেয়ার প্রতি নিট সম্পদ মূল্য (এনএভিপিএস) দাঁড়িয়েছে ১৯ টাকা ২৮ পয়সা। (605, 684, 791, 794)
article-headline: ঢামেকে ১৩০ জন চিকিৎসাধীন (57, 1257, 163, 1295)
entry-lead: বিনিয়োগ : (17, 385, 57, 396)
entry-lead: মতিন স্পিনিং : (801, 734, 859, 745)
article-paragraph: ১৯৯৬ সালের শেয়ারবাজার কেলেঙ্কারির ঘটনায় দায়ের হওয়া মামলাগুলোর মধ্যে এখনো ১৭টি মামলা বিচারাধীন রয়েছে। সংশ্লিষ্টরা জানান, সাক্ষী হাজির না হওয়ায় মামলার কার্যক্রম দীর্ঘায়িত হচ্ছে। ট্রাইব্যুনাল সূত্রে জানা গেছে, কয়েকটি মামলার সাক্ষ্যগ্রহণ শেষ পর্যায়ে রয়েছে। (17, 1051, 203, 1124)
article-paragraph: আইনজীবীরা বলছেন, সাক্ষীদের হাজিরা নিশ্চিত করা গেলে ছয় মাসের মধ্যে মামলাগুলোর নিষ্পত্তি সম্ভব। ভুক্তভোগী বিনিয়োগকারীরা দ্রুত বিচার সম্পন্ন করার দাবি জানিয়েছেন। (17, 1198, 203, 1246)
article-paragraph: খাদ্য মন্ত্রণালয়ের কর্মকর্তারা জানিয়েছেন, দেশের অভ্যন্তরীণ মজুদ সন্তোষজনক পর্যায়ে রয়েছে। সরকারি গুদামে চাল ও গমের মজুদ বাড়াতে সংগ্রহ অভিযান চলমান রয়েছে বলে জানান তারা। (17, 933, 203, 981)
financial-entry: মীর আখতার : তৃতীয় প্রান্তিকে কোম্পানিটির শেয়ার প্রতি লোকসান হয়েছে ৪২ পয়সা। গত বছরের একই সময়ে লোকসান ছিল ৩১ পয়সা। গত ৩০ সেপ্টেম্বর, ২০২৫ তারিখে কোম্পানিটির শেয়ার প্রতি নিট সম্পদ মূল্য (এনএভিপিএস) হয়েছে ১২ টাকা ৫ পয়সা এবং শেয়ার প্রতি নগদ কার্যকরী প্রবাহ (এনওসিএফপিএস) হয়েছে ১ টাকা ৩ পয়সা। (409, 1570, 595, 1655)
continuation-note: শেষ পৃষ্ঠার পর (479, 123, 525, 133)
financial-entry: ডেল্টা স্পিনার্স : কোম্পানিটির গত ৩০ সেপ্টেম্বর, ২০২৫ তারিখে সমাপ্ত সময়ের তৃতীয় প্রান্তিকের অনিরীক্ষিত আর্থিক প্রতিবেদন প্রকাশ করা হয়েছে। আলোচিত সময়ের তৃতীয় প্রান্তিকে (জুলাই'২৫-সেপ্টেম্বর'২৫) কোম্পানিটির শেয়ার প্রতি আয় (ইপিএস) হয়েছে ৬৫ পয়সা। গত বছরের একই সময়ে যা ছিল ৫৪ পয়সা। গত ৩০ সেপ্টেম্বর, ২০২৫ তারিখে কোম্পানিটির শেয়ার প্রতি নিট সম্পদ মূল্য (এনএভিপিএস) দাঁড়িয়েছে ১৯ টাকা ২৮ পয়সা। (801, 1426, 987, 1537)
financial-entry: খান ব্রাদার্স : তৃতীয় প্রান্তিকে কোম্পানিটির শেয়ার প্রতি লোকসান হয়েছে ৪২ পয়সা। গত বছরের একই সময়ে লোকসান ছিল ৩১ পয়সা। গত ৩০ সেপ্টেম্বর, ২০২৫ তারিখে কোম্পানিটির শেয়ার প্রতি নিট সম্পদ মূল্য (এনএভিপিএস) হয়েছে ১২ টাকা ৫ পয়সা এবং শেয়ার প্রতি নগদ কার্যকরী প্রবাহ (এনওসিএফপিএস) হয়েছে ১ টাকা ৩ পয়সা। (409, 1061, 595, 1146)
column-5 (801, 83, 987, 1818)
entry-lead: খান ব্রাদার্স : (409, 1061, 459, 1072)
article-paragraph: এদিকে অর্থনীতিবিদরা বলছেন, টেকসই প্রবৃদ্ধির জন্য রপ্তানি বহুমুখীকরণের বিকল্প নেই। বন্দরসুবিধা বাড়ার পাশাপাশি বিনিয়োগবান্ধব পরিবেশ নিশ্চিত করা গেলে দেশের অর্থনীতিকে সমৃদ্ধ করা সম্ভব হবে। (213, 151, 399, 199)
financial-entry: বিকন ফার্মা : কোম্পানিটির গত ৩০ সেপ্টেম্বর, ২০২৫ তারিখে সমাপ্ত সময়ের তৃতীয় প্রান্তিকের অনিরীক্ষিত আর্থিক প্রতিবেদন প্রকাশ করা হয়েছে। আলোচিত সময়ের তৃতীয় প্রান্তিকে (জুলাই'২৫-সেপ্টেম্বর'২৫) কোম্পানিটির শেয়ার প্রতি আয় (ইপিএস) হয়েছে ৬৫ পয়সা। গত বছরের একই সময়ে যা ছিল ৫৪ পয়সা। গত ৩০ সেপ্টেম্বর, ২০২৫ তারিখে কোম্পানিটির শেয়ার প্রতি নিট সম্পদ মূল্য (এনএভিপিএস) দাঁড়িয়েছে ১৯ টাকা ২৮ পয়সা। (997, 1538, 1183, 1648)
financial-entry: ফরচুন সুজ : অনিরীক্ষিত, ৩ মাসে (জুলাই,২৫-সেপ্টেম্বর,২৫) কোম্পানিটির শেয়ার প্রতি আয় (ইপিএস) হয়েছে ১ টাকা ১২ পয়সা। গত বছরের একই সময়ে যা ছিল ৮৭ পয়সা। এদিকে ৯ মাসে (জানুয়ারি,২৫-সেপ্টেম্বর,২৫) কোম্পানিটির ইপিএস হয়েছে ৩ টাকা ৪১ পয়সা। গত বছরের একই সময়ে যা ছিল ২ টাকা ৯৫ পয়সা। একই তারিখে শেয়ার প্রতি নিট সম্পদ মূল্য দাঁড়িয়েছে ২২ টাকা ৬ পয়সা। (997, 200, 1183, 298)
entry-lead: একমি ল্যাবরেটরিজ : (997, 1342, 1074, 1353)
financial-entry: এডভেন্ট ফার্মা : অনিরীক্ষিত, ৩ মাসে (জুলাই,২৫-সেপ্টেম্বর,২৫) কোম্পানিটির শেয়ার প্রতি আয় (ইপিএস) হয়েছে ১ টাকা ১২ পয়সা। গত বছরের একই সময়ে যা ছিল ৮৭ পয়সা। এদিকে ৯ মাসে (জানুয়ারি,২৫-সেপ্টেম্বর,২৫) কোম্পানিটির ইপিএস হয়েছে ৩ টাকা ৪১ পয়সা। গত বছরের একই সময়ে যা ছিল ২ টাকা ৯৫ পয়সা। একই তারিখে শেয়ার প্রতি নিট সম্পদ মূল্য দাঁড়িয়েছে ২২ টাকা ৬ পয়সা। (997, 905, 1183, 1003)
entry-lead: এপেক্স ফুটওয়্যার : (997, 84, 1065, 94)
entry-lead: এডভেন্ট ফার্মা : (997, 905, 1058, 916)
entry-lead: রহিম টেক্সটাইল : (801, 1243, 864, 1254)
financial-entry: সায়হাম কটন : তৃতীয় প্রান্তিকে কোম্পানিটির শেয়ার প্রতি লোকসান হয়েছে ৪২ পয়সা। গত বছরের একই সময়ে লোকসান ছিল ৩১ পয়সা। গত ৩০ সেপ্টেম্বর, ২০২৫ তারিখে কোম্পানিটির শেয়ার প্রতি নিট সম্পদ মূল্য (এনএভিপিএস) হয়েছে ১২ টাকা ৫ পয়সা এবং শেয়ার প্রতি নগদ কার্যকরী প্রবাহ (এনওসিএফপিএস) হয়েছে ১ টাকা ৩ পয়সা। (801, 826, 987, 911)
page-number: ৭ (891, 20, 915, 61)
article-paragraph: চট্টগ্রাম বন্দর এরই মধ্যে আন্তর্জাতিক মানের সেবা দিতে সক্ষমতা বাড়িয়েছে। নতুন ইকুইপমেন্ট সংযোজন, ডিজিটাল গেট ব্যবস্থাপনা ও অটোমেশনের ফলে জাহাজের গড় অবস্থানকাল কমেছে। বিশেষজ্ঞরা বলছেন, এ ধারা অব্যাহত থাকলে দেশের অর্থনীতিকে সমৃদ্ধ করতে বন্দর খাত বড় ভূমিকা রাখবে। (17, 294, 203, 379)
financial-entry: আমরা নেটওয়ার্কস : কোম্পানিটির গত ৩০ সেপ্টেম্বর, ২০২৫ তারিখে সমাপ্ত সময়ের তৃতীয় প্রান্তিকের অনিরীক্ষিত আর্থিক প্রতিবেদন প্রকাশ করা হয়েছে। আলোচিত সময়ের তৃতীয় প্রান্তিকে (জুলাই'২৫-সেপ্টেম্বর'২৫) কোম্পানিটির শেয়ার প্রতি আয় (ইপিএস) হয়েছে ৬৫ পয়সা। গত বছরের একই সময়ে যা ছিল ৫৪ পয়সা। গত ৩০ সেপ্টেম্বর, ২০২৫ তারিখে কোম্পানিটির শেয়ার প্রতি নিট সম্পদ মূল্য (এনএভিপিএস) দাঁড়িয়েছে ১৯ টাকা ২৮ পয়সা। (409, 1361, 595, 1471)
article-paragraph: দলটির একজন জ্যেষ্ঠ নেতা বলেন, জনগণের ভোটাধিকার নিশ্চিত হলে তারা নির্বাচনে অংশ নিতে প্রস্তুত। আসনভিত্তিক জরিপের মাধ্যমে জনমত যাচাই করা হচ্ছে। জোটগত রাজনীতির বিষয়ে এখনই চূড়ান্ত সিদ্ধান্ত না নিলেও সমমনা দলগুলোর সঙ্গে আলোচনা অব্যাহত রয়েছে বলে জানান তিনি। (213, 799, 399, 872)
article-headline: সপ্তাহজুড়ে ৪০ কোম্পানির আর্থিক (422, 402, 582, 439)
financial-entry: এপেক্স ফুটওয়্যার : কোম্পানিটির গত ৩০ সেপ্টেম্বর, ২০২৫ তারিখে সমাপ্ত সময়ের তৃতীয় প্রান্তিকের অনিরীক্ষিত আর্থিক প্রতিবেদন প্রকাশ করা হয়েছে। আলোচিত সময়ের তৃতীয় প্রান্তিকে (জুলাই'২৫-সেপ্টেম্বর'২৫) কোম্পানিটির শেয়ার প্রতি আয় (ইপিএস) হয়েছে ৬৫ পয়সা। গত বছরের একই সময়ে যা ছিল ৫৪ পয়সা। গত ৩০ সেপ্টেম্বর, ২০২৫ তারিখে কোম্পানিটির শেয়ার প্রতি নিট সম্পদ মূল্য (এনএভিপিএস) দাঁড়িয়েছে ১৯ টাকা ২৮ পয়সা। (997, 84, 1183, 194)
continuation-note: শেষ পৃষ্ঠার পর (283, 701, 329, 711)
continuation-note: শেষ পৃষ্ঠার পর (283, 232, 329, 242)
continuation-note: শেষ পৃষ্ঠার পর (479, 442, 525, 452)
financial-entry: বিডি ল্যাম্পস : কোম্পানিটির গত ৩০ সেপ্টেম্বর, ২০২৫ তারিখে সমাপ্ত সময়ের তৃতীয় প্রান্তিকের অনিরীক্ষিত আর্থিক প্রতিবেদন প্রকাশ করা হয়েছে। আলোচিত সময়ের তৃতীয় প্রান্তিকে (জুলাই'২৫-সেপ্টেম্বর'২৫) কোম্পানিটির শেয়ার প্রতি আয় (ইপিএস) হয়েছে ৬৫ পয়সা। গত বছরের একই সময়ে যা ছিল ৫৪ পয়সা। গত ৩০ সেপ্টেম্বর, ২০২৫ তারিখে কোম্পানিটির শেয়ার প্রতি নিট সম্পদ মূল্য (এনএভিপিএস) দাঁড়িয়েছে ১৯ টাকা ২৮ পয়সা। (997, 605, 1183, 715)
article-paragraph: সমাবেশ ঘিরে নগরীর গুরুত্বপূর্ণ মোড়ে অতিরিক্ত পুলিশ মোতায়েন ছিল। র‍্যাবের টহল জোরদার করা হয়। গোয়েন্দা সংস্থার সদস্যরা সাদা পোশাকে দায়িত্ব পালন করেন। কোথাও কোনো অপ্রীতিকর ঘটনার খবর পাওয়া যায়নি। (409, 275, 595, 336)
article-paragraph: সমাপ্ত হিসাব বছরের জন্য সিমটেক্স ইন্ডাস্ট্রিজের পরিচালনা পর্ষদ ১০ শতাংশ নগদ লভ্যাংশ ঘোষণা করেছে। আলোচিত বছরে কোম্পানিটির শেয়ার প্রতি আয় (ইপিএস) হয়েছে ১ টাকা ৩৪ পয়সা। লভ্যাংশ অনুমোদনের জন্য এজিএমের তারিখ ও রেকর্ড ডেট শিগগির জানানো হবে। (213, 429, 399, 502)
article-paragraph: পণ্যবাহী যানবাহনের চাপ সামলাতে বন্দর সংযোগ সড়ক সম্প্রসারণের কাজ চলছে। ব্যবসায়ীরা বলছেন, বন্দরকেন্দ্রিক অর্থনীতির সুফল পেতে সড়ক, রেল ও নৌপথের সমন্বিত উন্নয়ন জরুরি। এ লক্ষ্যে মাস্টারপ্ল্যান বাস্তবায়নের তাগিদ দিয়েছেন তারা। (213, 84, 399, 144)
article-paragraph: পুঁজিবাজার নিয়ন্ত্রক সংস্থার কর্মকর্তারা বলছেন, বিচার দ্রুত শেষ হলে বাজারে শৃঙ্খলা ফিরবে এবং বিনিয়োগকারীদের আস্থা বাড়বে। এসব মামলার আসামিদের বিরুদ্ধে কারসাজির মাধ্যমে কৃত্রিমভাবে শেয়ারের দাম বাড়ানোর অভিযোগ রয়েছে। (17, 1131, 203, 1191)
continuation-note: শেষ পৃষ্ঠার পর (87, 523, 133, 533)
financial-entry: সায়হাম টেক্সটাইল : কোম্পানিটির গত ৩০ সেপ্টেম্বর, ২০২৫ তারিখে সমাপ্ত সময়ের তৃতীয় প্রান্তিকের অনিরীক্ষিত আর্থিক প্রতিবেদন প্রকাশ করা হয়েছে। আলোচিত সময়ের তৃতীয় প্রান্তিকে (জুলাই'২৫-সেপ্টেম্বর'২৫) কোম্পানিটির শেয়ার প্রতি আয় (ইপিএস) হয়েছে ৬৫ পয়সা। গত বছরের একই সময়ে যা ছিল ৫৪ পয়সা। গত ৩০ সেপ্টেম্বর, ২০২৫ তারিখে কোম্পানিটির শেয়ার প্রতি নিট সম্পদ মূল্য (এনএভিপিএস) দাঁড়িয়েছে ১৯ টাকা ২৮ পয়সা। (801, 918, 987, 1028)
column-3 (409, 83, 595, 1818)
entry-lead: বিকন ফার্মা : (997, 1538, 1051, 1549)
financial-entry: অলটেক্স ইন্ডাস্ট্রিজ : তৃতীয় প্রান্তিকে কোম্পানিটির শেয়ার প্রতি লোকসান হয়েছে ৪২ পয়সা। গত বছরের একই সময়ে লোকসান ছিল ৩১ পয়সা। গত ৩০ সেপ্টেম্বর, ২০২৫ তারিখে কোম্পানিটির শেয়ার প্রতি নিট সম্পদ মূল্য (এনএভিপিএস) হয়েছে ১২ টাকা ৫ পয়সা এবং শেয়ার প্রতি নগদ কার্যকরী প্রবাহ (এনওসিএফপিএস) হয়েছে ১ টাকা ৩ পয়সা। (801, 1335, 987, 1420)
entry-lead: বিডিকম অনলাইন : (409, 1245, 496, 1256)
article-headline: জেনারেশন নেক্সটের (246, 1092, 366, 1111)
financial-entry: সিলকো ফার্মা : কোম্পানিটির গত ৩০ সেপ্টেম্বর, ২০২৫ তারিখে সমাপ্ত সময়ের তৃতীয় প্রান্তিকের অনিরীক্ষিত আর্থিক প্রতিবেদন প্রকাশ করা হয়েছে। আলোচিত সময়ের তৃতীয় প্রান্তিকে (জুলাই'২৫-সেপ্টেম্বর'২৫) কোম্পানিটির শেয়ার প্রতি আয় (ইপিএস) হয়েছে ৬৫ পয়সা। গত বছরের একই সময়ে যা ছিল ৫৪ পয়সা। গত ৩০ সেপ্টেম্বর, ২০২৫ তারিখে কোম্পানিটির শেয়ার প্রতি নিট সম্পদ মূল্য (এনএভিপিএস) দাঁড়িয়েছে ১৯ টাকা ২৮ পয়সা। (997, 1009, 1183, 1120)
entry-lead: ইনডেক্স এগ্রো : (409, 1478, 469, 1489)
day-label: রবিবার (958, 17, 1183, 45)
financial-entry: সী পার্ল বিচ : অনিরীক্ষিত, ৩ মাসে (জুলাই,২৫-সেপ্টেম্বর,২৫) কোম্পানিটির শেয়ার প্রতি আয় (ইপিএস) হয়েছে ১ টাকা ১২ পয়সা। গত বছরের একই সময়ে যা ছিল ৮৭ পয়সা। এদিকে ৯ মাসে (জানুয়ারি,২৫-সেপ্টেম্বর,২৫) কোম্পানিটির ইপিএস হয়েছে ৩ টাকা ৪১ পয়সা। গত বছরের একই সময়ে যা ছিল ২ টাকা ৯৫ পয়সা। একই তারিখে শেয়ার প্রতি নিট সম্পদ মূল্য দাঁড়িয়েছে ২২ টাকা ৬ পয়সা। (409, 644, 595, 742)
entry-lead: ফাইন ফুডস : (409, 1153, 463, 1164)
article-paragraph: তিনি আরও বলেন, ‘জনগণের ভোটাধিকার প্রতিষ্ঠার আন্দোলনে আমরা প্রস্তুত। বিএনপি-জামায়াতকে রাজপথেই মোকাবিলা করা হবে।’ সমাবেশে আসা নেতাকর্মীদের উদ্দেশে তিনি বলেন, ষড়যন্ত্রকারীদের বিরুদ্ধে ঐক্যবদ্ধ থাকতে হবে। (409, 208, 595, 269)
continuation-note: শেষ পৃষ্ঠার পর (87, 104, 133, 114)
entry-lead: বিডি ল্যাম্পস : (997, 605, 1057, 616)
financial-entry: ইউনাইটেড পাওয়ার : কোম্পানিটির গত ৩০ সেপ্টেম্বর, ২০২৫ তারিখে সমাপ্ত সময়ের তৃতীয় প্রান্তিকের অনিরীক্ষিত আর্থিক প্রতিবেদন প্রকাশ করা হয়েছে। আলোচিত সময়ের তৃতীয় প্রান্তিকে (জুলাই'২৫-সেপ্টেম্বর'২৫) কোম্পানিটির শেয়ার প্রতি আয় (ইপিএস) হয়েছে ৬৫ পয়সা। গত বছরের একই সময়ে যা ছিল ৫৪ পয়সা। গত ৩০ সেপ্টেম্বর, ২০২৫ তারিখে কোম্পানিটির শেয়ার প্রতি নিট সম্পদ মূল্য (এনএভিপিএস) দাঁড়িয়েছে ১৯ টাকা ২৮ পয়সা। (605, 997, 791, 1107)
continuation-note: শেষ পৃষ্ঠার পর (87, 1453, 133, 1463)
entry-lead: লিন্ডে বাংলাদেশ : (409, 840, 474, 851)
entry-lead: ফার কেমিক্যাল : (997, 813, 1066, 824)
financial-entry: ইবনে সিনা : অনিরীক্ষিত, ৩ মাসে (জুলাই,২৫-সেপ্টেম্বর,২৫) কোম্পানিটির শেয়ার প্রতি আয় (ইপিএস) হয়েছে ১ টাকা ১২ পয়সা। গত বছরের একই সময়ে যা ছিল ৮৭ পয়সা। এদিকে ৯ মাসে (জানুয়ারি,২৫-সেপ্টেম্বর,২৫) কোম্পানিটির ইপিএস হয়েছে ৩ টাকা ৪১ পয়সা। গত বছরের একই সময়ে যা ছিল ২ টাকা ৯৫ পয়সা। একই তারিখে শেয়ার প্রতি নিট সম্পদ মূল্য দাঁড়িয়েছে ২২ টাকা ৬ পয়সা। (997, 1434, 1183, 1532)
financial-entry: বাটা সু : অনিরীক্ষিত, ৩ মাসে (জুলাই,২৫-সেপ্টেম্বর,২৫) কোম্পানিটির শেয়ার প্রতি আয় (ইপিএস) হয়েছে ৩৮ পয়সা। গত বছরের একই সময়ে যা ছিল ৩০ পয়সা। ৯ মাসে ইপিএস হয়েছে ১ টাকা ৬ পয়সা, যা গত বছরের একই সময়ে ছিল ৯৪ পয়সা। গত ৩০ সেপ্টেম্বর, ২০২৫ তারিখে শেয়ার প্রতি নিট সম্পদ মূল্য দাঁড়িয়েছে ২৪ টাকা ১৩ পয়সা। (997, 396, 1183, 482)
entry-lead: বন্দরসুবিধা : (17, 202, 66, 213)
